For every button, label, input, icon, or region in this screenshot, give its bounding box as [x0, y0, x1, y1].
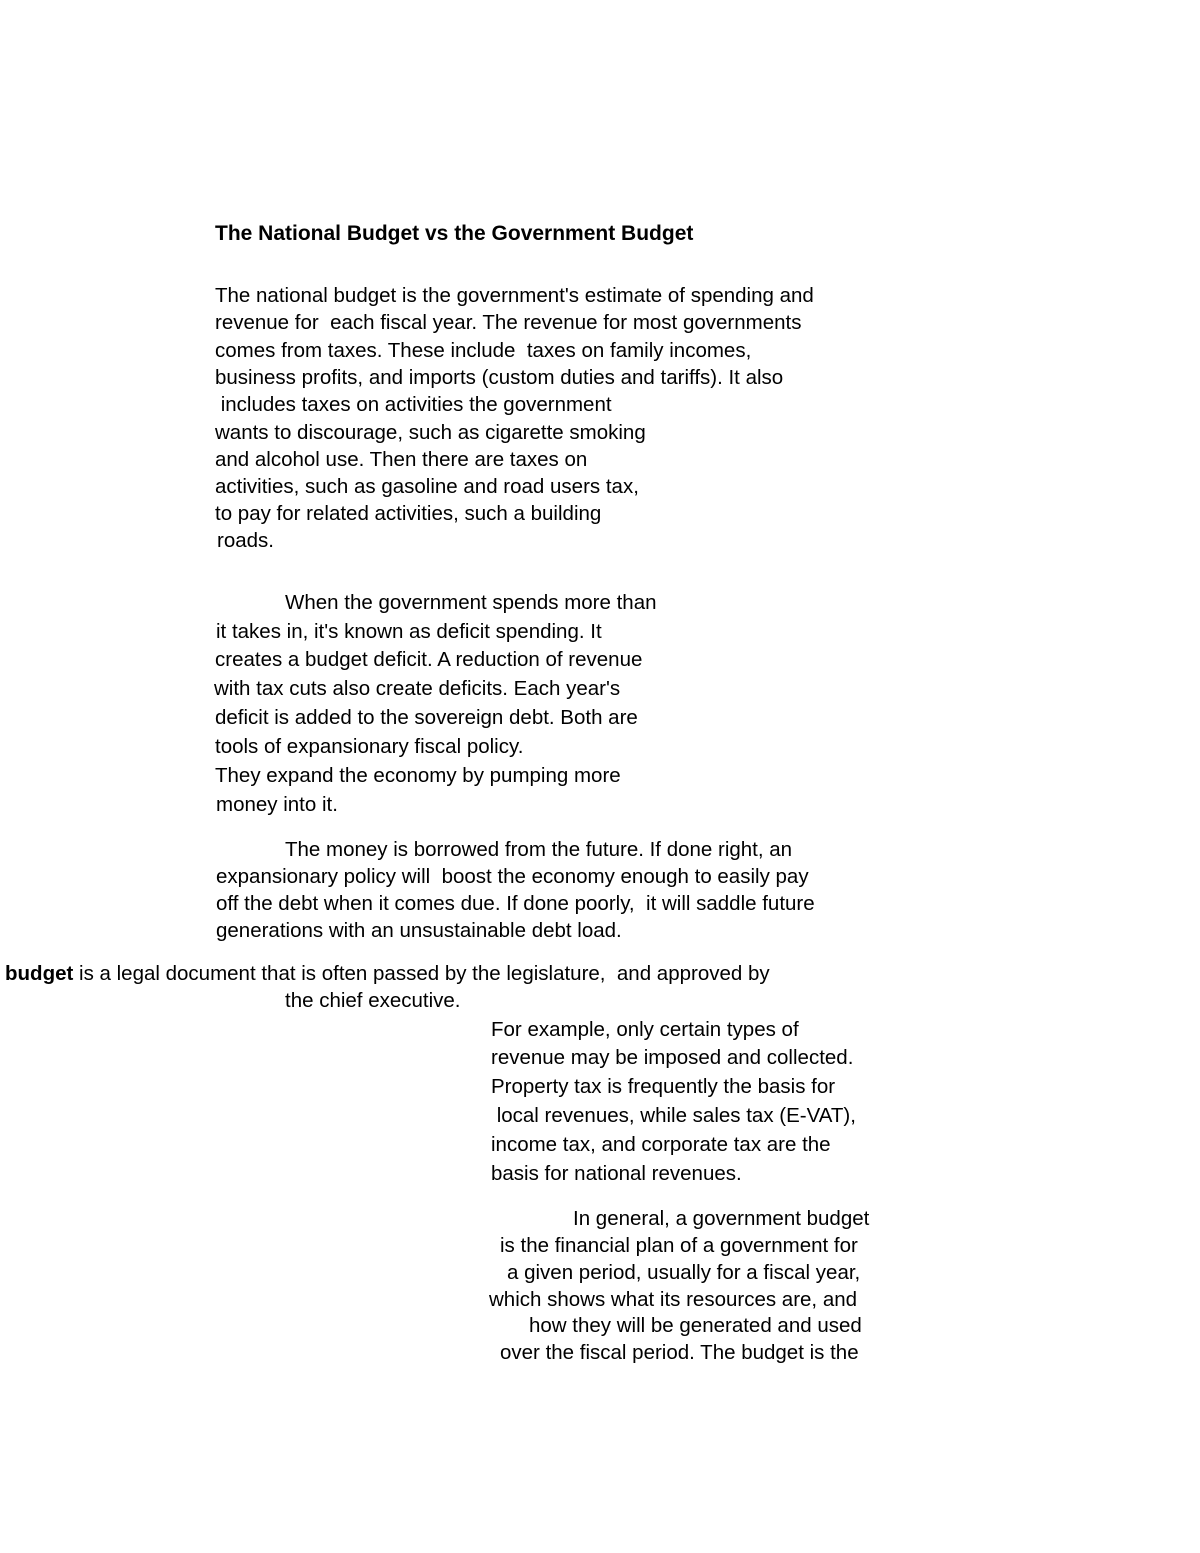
para6-line: which shows what its resources are, and: [489, 1288, 858, 1311]
para3-line: off the debt when it comes due. If done poorly, it will saddle future: [216, 892, 815, 915]
para3-line: The money is borrowed from the future. If done right, an: [285, 838, 793, 861]
para3-line: generations with an unsustainable debt load.: [216, 919, 622, 942]
para2-line: it takes in, it's known as deficit spending. It: [216, 620, 602, 643]
para1-line: activities, such as gasoline and road users tax,: [215, 475, 639, 498]
para1-line: The national budget is the government's estimate of spending and: [215, 284, 814, 307]
para4-line-text: is a legal document that is often passed by the legislature, and approved by: [73, 962, 770, 985]
para1-line: comes from taxes. These include taxes on family incomes,: [215, 339, 752, 362]
para2-line: creates a budget deficit. A reduction of revenue: [215, 648, 643, 671]
para1-line: and alcohol use. Then there are taxes on: [215, 448, 588, 471]
para6-line: over the fiscal period. The budget is the: [500, 1341, 859, 1364]
para6-line: a given period, usually for a fiscal year,: [507, 1261, 861, 1284]
para1-line: to pay for related activities, such a building: [215, 502, 602, 525]
para2-line: deficit is added to the sovereign debt. Both are: [215, 706, 638, 729]
para2-line: They expand the economy by pumping more: [215, 764, 621, 787]
para6-line: how they will be generated and used: [529, 1314, 862, 1337]
para4-line: [5, 960, 770, 987]
para3-line: expansionary policy will boost the economy enough to easily pay: [216, 865, 809, 888]
para5-line: Property tax is frequently the basis for: [491, 1075, 836, 1098]
para2-line: When the government spends more than: [285, 591, 657, 614]
para5-line: local revenues, while sales tax (E-VAT),: [491, 1104, 856, 1127]
para6-line: is the financial plan of a government for: [500, 1234, 858, 1257]
para2-line: tools of expansionary fiscal policy.: [215, 735, 524, 758]
para5-line: basis for national revenues.: [491, 1162, 742, 1185]
para5-line: income tax, and corporate tax are the: [491, 1133, 831, 1156]
page-title: The National Budget vs the Government Budget: [215, 222, 694, 245]
para4-line: the chief executive.: [285, 989, 461, 1012]
para2-line: money into it.: [216, 793, 338, 816]
bold-term: budget: [5, 962, 74, 985]
para1-line: business profits, and imports (custom duties and tariffs). It also: [215, 366, 784, 389]
para1-line: revenue for each fiscal year. The revenue for most governments: [215, 311, 802, 334]
para1-line: includes taxes on activities the government: [215, 393, 612, 416]
para6-line: In general, a government budget: [573, 1207, 870, 1230]
para1-line: roads.: [217, 529, 274, 552]
para5-line: revenue may be imposed and collected.: [491, 1046, 854, 1069]
para1-line: wants to discourage, such as cigarette smoking: [215, 421, 646, 444]
para2-line: with tax cuts also create deficits. Each year's: [214, 677, 621, 700]
para5-line: For example, only certain types of: [491, 1018, 799, 1041]
